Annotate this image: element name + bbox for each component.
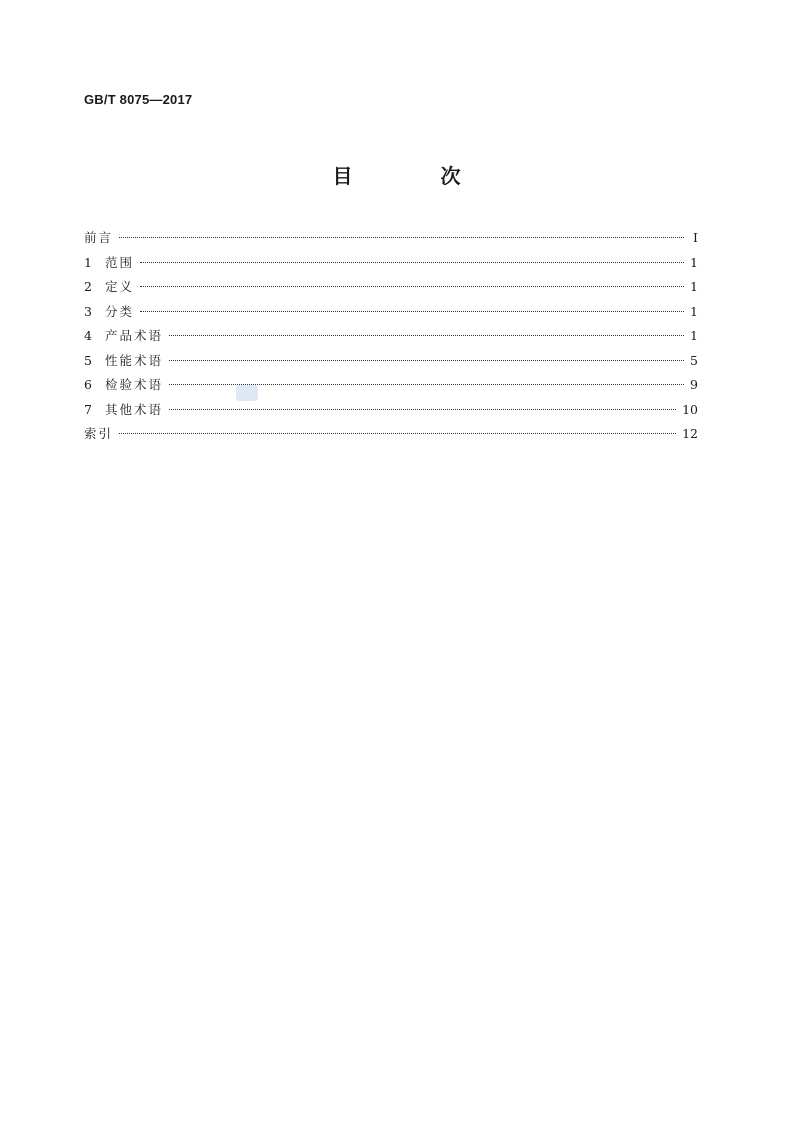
toc-entry-page: 1 — [690, 254, 698, 270]
dot-leader — [169, 360, 684, 361]
toc-entry-page: 1 — [690, 328, 698, 343]
dot-leader — [119, 433, 676, 434]
toc-entry-number: 1 — [84, 254, 92, 270]
toc-entry-label: 产品术语 — [105, 328, 164, 343]
toc-entry-label: 索引 — [84, 426, 114, 441]
toc-entry-label: 其他术语 — [105, 401, 164, 417]
standard-number: GB/T 8075—2017 — [84, 92, 193, 107]
dot-leader — [140, 286, 684, 287]
toc-entry-label: 定义 — [105, 279, 135, 294]
toc-entry-number: 4 — [84, 328, 92, 343]
toc-entry-number: 6 — [84, 377, 92, 392]
toc-entry-page: 12 — [682, 426, 698, 441]
toc-entry-label: 范围 — [105, 254, 135, 270]
dot-leader — [169, 335, 684, 336]
page-title: 目 次 — [332, 164, 495, 188]
dot-leader — [169, 409, 676, 410]
toc-entry-product-terms[interactable] — [84, 324, 698, 349]
toc-entry-scope[interactable] — [84, 251, 698, 276]
toc-entry-page: 5 — [690, 352, 698, 368]
toc-entry-label: 前言 — [84, 230, 114, 245]
toc-entry-number: 2 — [84, 279, 92, 294]
toc-entry-other-terms[interactable] — [84, 398, 698, 423]
table-of-contents — [84, 226, 698, 447]
toc-entry-foreword[interactable] — [84, 226, 698, 251]
toc-entry-label: 分类 — [105, 303, 135, 319]
toc-entry-page: 9 — [690, 377, 698, 392]
dot-leader — [119, 237, 684, 238]
toc-entry-page: 1 — [690, 303, 698, 319]
toc-entry-number: 5 — [84, 352, 92, 368]
toc-entry-number: 3 — [84, 303, 92, 319]
toc-entry-page: 10 — [682, 401, 698, 417]
toc-entry-inspection-terms[interactable] — [84, 373, 698, 398]
toc-entry-definitions[interactable] — [84, 275, 698, 300]
dot-leader — [140, 262, 684, 263]
toc-entry-performance-terms[interactable] — [84, 349, 698, 374]
watermark-logo — [236, 385, 258, 401]
toc-entry-page: 1 — [690, 279, 698, 294]
toc-entry-label: 检验术语 — [105, 377, 164, 392]
toc-entry-number: 7 — [84, 401, 92, 417]
dot-leader — [140, 311, 684, 312]
toc-entry-index[interactable] — [84, 422, 698, 447]
toc-entry-classification[interactable] — [84, 300, 698, 325]
toc-entry-label: 性能术语 — [105, 352, 164, 368]
toc-entry-page: Ⅰ — [693, 230, 698, 245]
